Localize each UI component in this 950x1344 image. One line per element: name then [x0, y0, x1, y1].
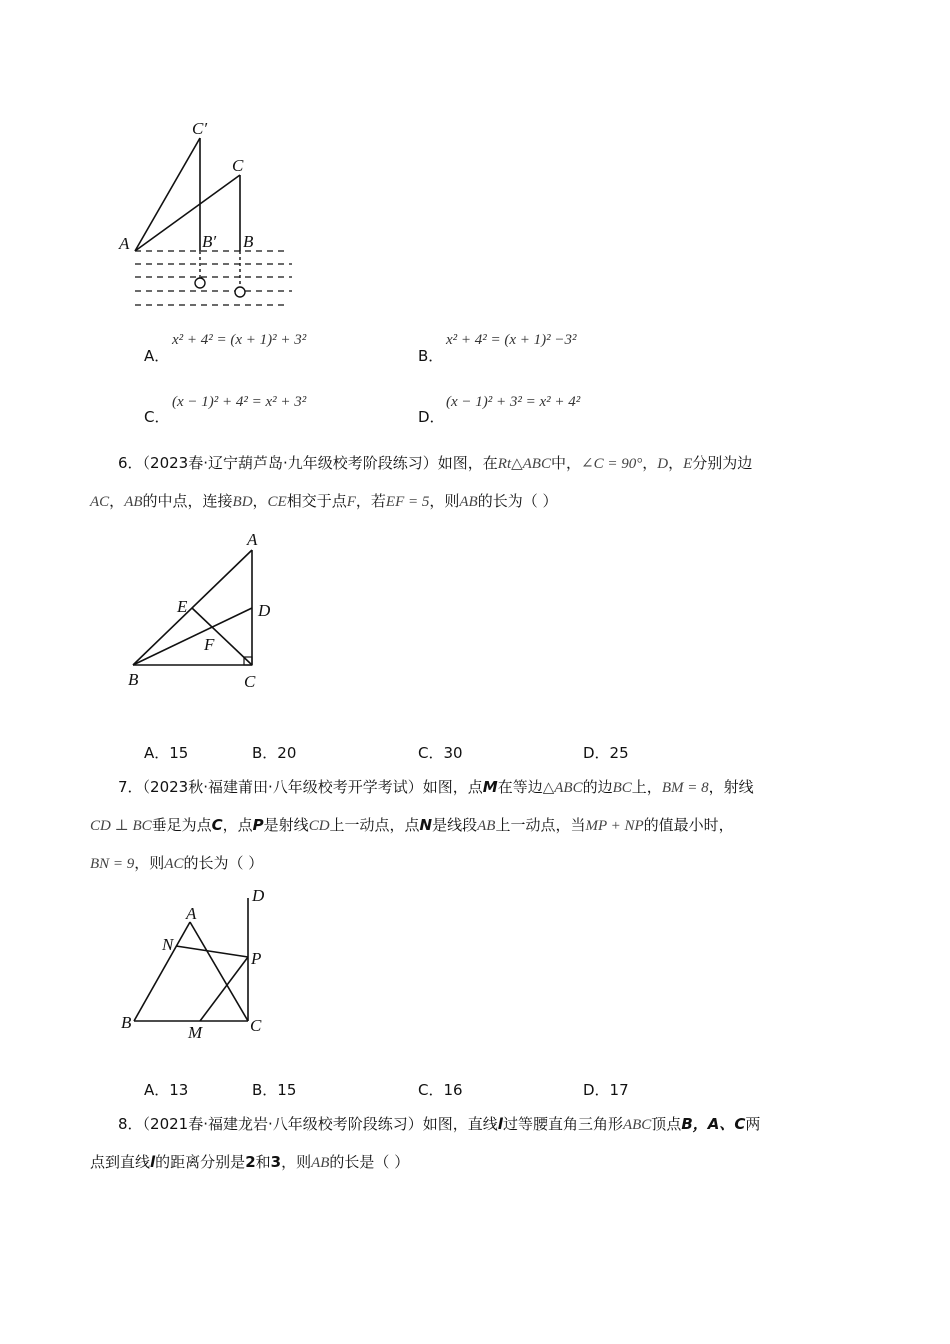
q8-text: 和 — [255, 1153, 271, 1171]
q6-seg-ce: CE — [267, 494, 287, 510]
label-b: B — [121, 1013, 132, 1032]
q6-point-e: E — [683, 456, 693, 472]
q7-text: 的值最小时， — [643, 816, 734, 834]
q6-text: ，则 — [429, 492, 460, 510]
q8-text: 的距离分别是 — [155, 1153, 246, 1171]
figure-q7-triangle — [115, 882, 285, 1047]
q8-triangle-abc: ABC — [622, 1117, 652, 1133]
q8-distance-1: 2 — [245, 1153, 256, 1171]
q7-option-d: D．17 — [583, 1081, 629, 1099]
label-c: C — [244, 672, 256, 691]
label-m: M — [188, 1023, 203, 1042]
q8-text: ，则 — [281, 1153, 312, 1171]
label-a: A — [119, 234, 130, 253]
q6-text: 分别为边 — [692, 454, 753, 472]
segment-n-p — [176, 946, 248, 957]
q6-text: 的长为（ ） — [477, 492, 558, 510]
q7-option-b: B．15 — [252, 1081, 297, 1099]
q6-line-1 — [118, 453, 752, 474]
q7-text: 上一动点，点 — [329, 816, 420, 834]
label-e: E — [177, 597, 188, 616]
q7-line-3 — [90, 853, 263, 874]
q5-option-d-formula: (x − 1)² + 3² = x² + 4² — [446, 394, 581, 410]
q6-seg-ab: AB — [459, 494, 478, 510]
q7-text: 上一动点，当 — [495, 816, 586, 834]
q8-text: 点到直线 — [90, 1153, 151, 1171]
q6-text: 如图，在 — [437, 454, 498, 472]
q8-text: 两 — [745, 1115, 761, 1133]
q7-text: 垂足为点 — [151, 816, 212, 834]
q7-text: ，点 — [222, 816, 253, 834]
label-c: C — [232, 156, 244, 175]
label-c: C — [250, 1016, 262, 1035]
segment-b-d — [133, 608, 252, 665]
q7-text: 如图，点 — [422, 778, 483, 796]
q7-mp-np: MP + NP — [585, 818, 644, 834]
q6-option-c: C．30 — [418, 744, 463, 762]
q6-source: （2023春·辽宁葫芦岛·九年级校考阶段练习） — [142, 454, 438, 472]
q8-line-l: l — [497, 1115, 503, 1133]
q6-option-a: A．15 — [144, 744, 189, 762]
q8-line-2 — [90, 1152, 409, 1173]
label-cprime: C′ — [192, 119, 208, 138]
q7-text: 在等边 — [497, 778, 543, 796]
reed-root-2 — [235, 287, 245, 297]
label-a: A — [186, 904, 197, 923]
q8-source: （2021春·福建龙岩·八年级校考阶段练习） — [142, 1115, 423, 1133]
q7-seg-bc: BC — [612, 780, 632, 796]
q7-option-a: A．13 — [144, 1081, 189, 1099]
q6-seg-ac: AC — [90, 494, 110, 510]
q6-text: ，若 — [355, 492, 386, 510]
q6-option-d: D．25 — [583, 744, 629, 762]
q5-option-a-formula: x² + 4² = (x + 1)² + 3² — [172, 332, 307, 348]
q5-option-c-letter: C． — [144, 408, 170, 426]
q8-text: 过等腰直角三角形 — [502, 1115, 623, 1133]
q7-cd-perp-bc: CD ⊥ BC — [90, 818, 152, 834]
q6-text: ， — [252, 492, 268, 510]
label-d: D — [252, 886, 265, 905]
q6-option-b: B．20 — [252, 744, 297, 762]
q7-bm-value: BM = 8 — [661, 780, 709, 796]
q8-line-l: l — [150, 1153, 156, 1171]
q7-text: 是线段 — [432, 816, 478, 834]
segment-a-cprime — [135, 138, 200, 251]
q8-text: 顶点 — [651, 1115, 682, 1133]
q8-number: 8． — [118, 1115, 143, 1133]
q5-option-d-letter: D． — [418, 408, 445, 426]
q7-text: 的长为（ ） — [183, 854, 264, 872]
q6-seg-ab: AB — [124, 494, 143, 510]
q8-distance-2: 3 — [270, 1153, 282, 1171]
q7-point-m: M — [482, 778, 498, 796]
q7-point-p: P — [252, 816, 264, 834]
segment-m-p — [200, 957, 248, 1021]
label-b: B — [128, 670, 139, 689]
q7-seg-ab: AB — [477, 818, 496, 834]
label-d: D — [258, 601, 271, 620]
q6-point-d: D — [657, 456, 669, 472]
reed-root-1 — [195, 278, 205, 288]
q8-seg-ab: AB — [311, 1155, 330, 1171]
q7-triangle-abc: △ABC — [542, 780, 583, 796]
label-f: F — [204, 635, 215, 654]
q6-angle: ∠C = 90° — [581, 456, 643, 472]
segment-a-c — [135, 175, 240, 251]
q6-text: ， — [668, 454, 684, 472]
q7-text: ，射线 — [708, 778, 754, 796]
q5-option-b-formula: x² + 4² = (x + 1)² −3² — [446, 332, 577, 348]
label-p: P — [251, 949, 262, 968]
q7-number: 7． — [118, 778, 143, 796]
q7-option-c: C．16 — [418, 1081, 463, 1099]
q8-line-1 — [118, 1114, 760, 1135]
q5-option-c-formula: (x − 1)² + 4² = x² + 3² — [172, 394, 307, 410]
q6-text: ， — [642, 454, 658, 472]
q7-ray-cd: CD — [308, 818, 330, 834]
segment-c-e — [192, 608, 252, 665]
q5-option-b-letter: B． — [418, 347, 444, 365]
q7-text: 是射线 — [263, 816, 309, 834]
q6-text: 相交于点 — [286, 492, 347, 510]
q6-ef-value: EF = 5 — [385, 494, 430, 510]
q6-line-2 — [90, 491, 558, 512]
q7-text: 的边 — [582, 778, 613, 796]
q8-text: 的长是（ ） — [329, 1153, 410, 1171]
q7-source: （2023秋·福建莆田·八年级校考开学考试） — [142, 778, 423, 796]
label-n: N — [162, 935, 174, 954]
figure-reed-pond — [110, 110, 310, 315]
q7-seg-ac: AC — [164, 856, 184, 872]
segment-a-c — [190, 922, 248, 1021]
q7-point-n: N — [419, 816, 433, 834]
q6-text: ， — [109, 492, 125, 510]
label-b: B — [243, 232, 254, 251]
q6-seg-bd: BD — [232, 494, 253, 510]
figure-q6-triangle — [120, 528, 290, 693]
q7-text: ，则 — [134, 854, 165, 872]
q6-point-f: F — [346, 494, 356, 510]
q7-bn-value: BN = 9 — [90, 856, 135, 872]
q6-text: 的中点，连接 — [142, 492, 233, 510]
q6-rt-abc: Rt△ABC — [497, 456, 551, 472]
q7-line-1 — [118, 777, 754, 798]
q7-line-2 — [90, 815, 734, 836]
q5-option-a-letter: A． — [144, 347, 170, 365]
q7-point-c: C — [211, 816, 223, 834]
label-a: A — [247, 530, 258, 549]
q6-text: 中， — [550, 454, 581, 472]
label-bprime: B′ — [202, 232, 217, 251]
q8-text: 如图，直线 — [422, 1115, 498, 1133]
q7-text: 上， — [631, 778, 662, 796]
q8-points: B，A、C — [681, 1115, 746, 1133]
q6-number: 6． — [118, 454, 143, 472]
